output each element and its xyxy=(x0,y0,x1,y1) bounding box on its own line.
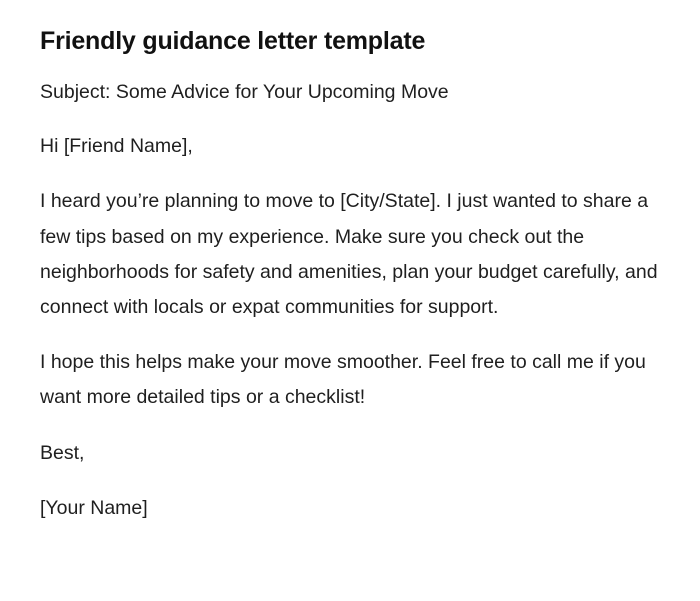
letter-signature: [Your Name] xyxy=(40,496,148,519)
page-title: Friendly guidance letter template xyxy=(40,27,426,55)
letter-paragraph-1: I heard you’re planning to move to [City/State]. I just wanted to share a few tips based on my experience. Make sure you check out the neighborhoods for safety and amenities, plan your budget carefully, and connect with locals or expat communities for support. xyxy=(40,190,658,319)
letter-closing: Best, xyxy=(40,441,85,464)
letter-greeting: Hi [Friend Name], xyxy=(40,135,193,158)
letter-subject: Subject: Some Advice for Your Upcoming Move xyxy=(40,81,449,103)
letter-paragraph-2: I hope this helps make your move smoother. Feel free to call me if you want more detailed tips or a checklist! xyxy=(40,351,646,409)
